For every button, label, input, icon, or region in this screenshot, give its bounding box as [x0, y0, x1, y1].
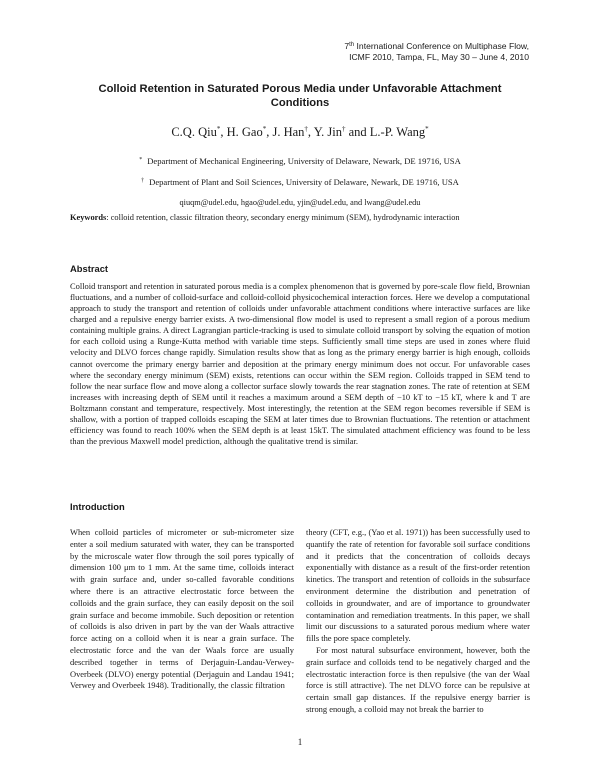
conf-line-1: International Conference on Multiphase Flow,	[354, 41, 529, 51]
intro-column-left	[70, 527, 294, 692]
author-emails: qiuqm@udel.edu, hgao@udel.edu, yjin@udel.edu, and lwang@udel.edu	[179, 198, 421, 207]
page-number: 1	[297, 737, 303, 747]
intro-paragraph: When colloid particles of micrometer or sub-micrometer size enter a soil medium saturated with water, they can be transported by the microscale water flow through the soil pores typically of dimension 100 μm to 1 mm. At the same time, colloids interact with grain surface and, under so-called favorable conditions where there is an attractive electrostatic force between the colloids and the grain surface, they can easily deposit on the soil grain surface and become immobile. Such deposition or retention of colloids is also driven in part by the van der Waals attractive force acting on a colloid when it is near a grain surface. The electrostatic force and the van der Waals force are usually described together in terms of Derjaguin-Landau-Verwey-Overbeek (DLVO) energy potential (Derjaguin and Landau 1941; Verwey and Overbeek 1948). Traditionally, the classic filtration	[70, 527, 294, 691]
author-separator: ,	[307, 125, 314, 139]
author-name: H. Gao	[226, 125, 263, 139]
author-mark: †	[304, 125, 308, 133]
author-name: L.-P. Wang	[369, 125, 426, 139]
affiliation-text: Department of Plant and Soil Sciences, University of Delaware, Newark, DE 19716, USA	[149, 177, 459, 187]
affiliation-text: Department of Mechanical Engineering, University of Delaware, Newark, DE 19716, USA	[147, 156, 461, 166]
author-name: J. Han	[272, 125, 305, 139]
keywords	[70, 212, 530, 223]
affiliation-mark: *	[139, 157, 143, 163]
conference-header	[269, 40, 529, 63]
conf-line-2: ICMF 2010, Tampa, FL, May 30 – June 4, 2010	[349, 52, 529, 62]
author-separator: ,	[266, 125, 273, 139]
keywords-label: Keywords	[70, 213, 107, 222]
author-and: and	[345, 125, 370, 139]
author-mark: *	[262, 125, 267, 133]
intro-paragraph: For most natural subsurface environment, however, both the grain surface and colloids tend to be negatively charged and the electrostatic interaction force is then repulsive (the van der Waal force is still attractive). The net DLVO force can be repulsive at certain small gap distances. If the repulsive energy barrier is strong enough, a colloid may not break the barrier to	[306, 644, 530, 714]
paper-title: Colloid Retention in Saturated Porous Media under Unfavorable Attachment Conditions	[98, 83, 502, 109]
author-mark: *	[216, 125, 221, 133]
keywords-text: : colloid retention, classic filtration theory, secondary energy minimum (SEM), hydrodynamic interaction	[106, 213, 460, 222]
author-list	[70, 125, 530, 140]
author-mark: †	[341, 125, 346, 133]
author-name: Y. Jin	[313, 125, 342, 139]
intro-column-right	[306, 527, 530, 716]
affiliation-1	[70, 156, 530, 166]
author-name: C.Q. Qiu	[171, 125, 217, 139]
author-mark: *	[425, 125, 429, 133]
affiliation-mark: †	[141, 178, 145, 184]
affiliation-2	[70, 177, 530, 187]
abstract-text: Colloid transport and retention in saturated porous media is a complex phenomenon that is governed by pore-scale flow field, Brownian fluctuations, and a number of colloid-surface and colloid-colloid physicochemical interaction forces. Here we develop a computational approach to study the transport and retention of colloids under unfavorable attachment conditions where interactive surfaces are like charged and a repulsive energy barrier exists. A two-dimensional flow model is used to represent a small region of a porous medium containing multiple grains. A direct Lagrangian particle-tracking is used to simulate colloid transport by solving the equation of motion for each colloid using a Runge-Kutta method with variable time steps. Sufficiently small time steps are used in zones where fluid velocity and DLVO forces change rapidly. Simulation results show that as long as the primary energy barrier is high enough, colloids cannot overcome the primary energy barrier and deposition at the primary energy minimum does not occur. For unfavorable cases where the secondary energy minimum (SEM) exists, retentions can occur within the SEM region. Colloids trapped in SEM tend to follow the near surface flow and move along a collector surface slowly towards the rear stagnation zones. The rate of retention at SEM increases with increasing depth of SEM until it reaches a maximum around a SEM depth of −10 kT to −15 kT, where k and T are Boltzmann constant and temperature, respectively. Most interestingly, the retention at the SEM regon becomes reversible if SEM is shallow, with a portion of trapped colloids escaping the SEM at later times due to Brownian fluctuations. The retention or attachment efficiency was found to reach 100% when the SEM depth is at least 15kT. The simulated attachment efficiency was found to be less than the previous Maxwell model prediction, although the qualitative trend is similar.	[70, 281, 530, 447]
conf-ordinal-sup: th	[349, 42, 355, 48]
abstract-heading: Abstract	[70, 263, 109, 274]
introduction-heading: Introduction	[70, 501, 125, 512]
conf-ordinal: 7	[344, 41, 350, 51]
intro-paragraph: theory (CFT, e.g., (Yao et al. 1971)) has been successfully used to quantify the rate of retention for favorable soil surface conditions and it predicts that the concentration of colloids decays exponentially with distance as a result of the first-order retention kinetics. The transport and retention of colloids in the subsurface environment determine the distribution and penetration of colloids in groundwater, and are of importance to groundwater contamination and remediation treatments. In this paper, we shall limit our discussions to a saturated porous medium where water fills the pore space completely.	[306, 527, 530, 644]
author-separator: ,	[220, 125, 227, 139]
